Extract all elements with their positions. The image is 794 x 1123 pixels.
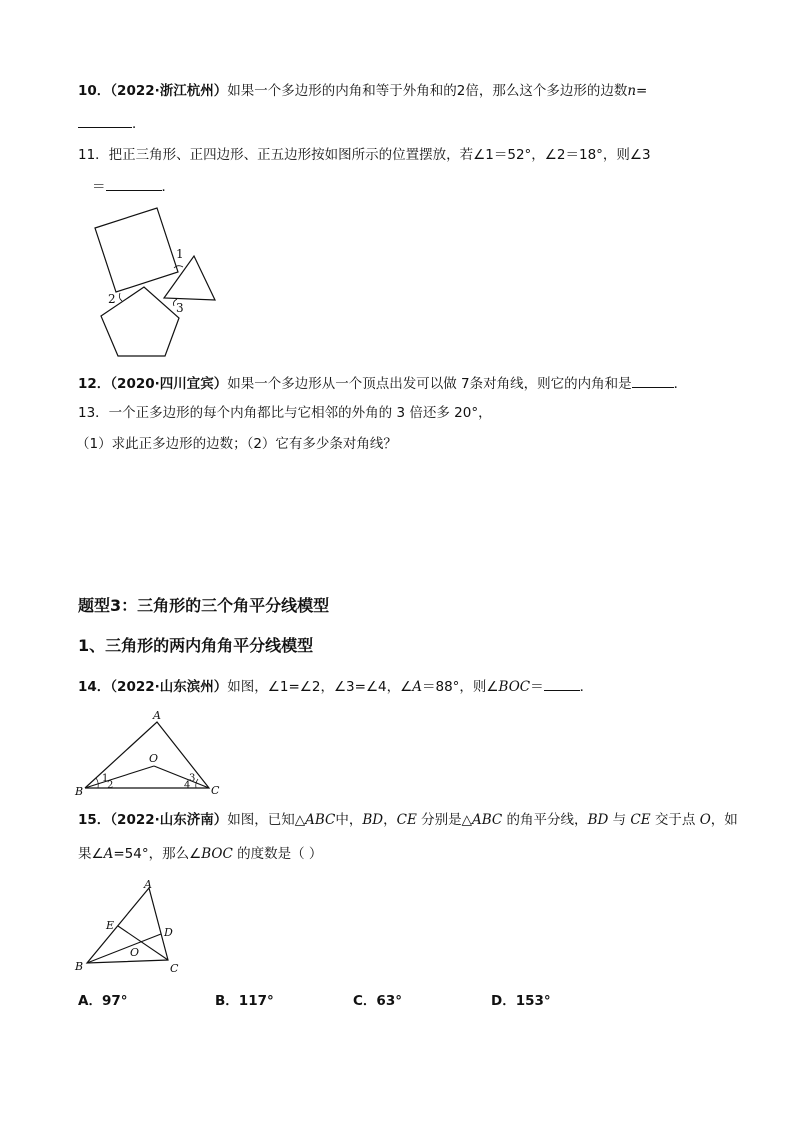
q13-line2: （1）求此正多边形的边数；（2）它有多少条对角线？	[76, 436, 397, 452]
q13-line1: 13．一个正多边形的每个内角都比与它相邻的外角的 3 倍还多 20°，	[78, 405, 492, 421]
section-title: 题型3：三角形的三个角平分线模型	[78, 596, 330, 615]
q14-number: 14．	[78, 679, 111, 695]
angle-3-label: 3	[189, 773, 196, 784]
q15-var-CE-2: CE	[630, 812, 651, 828]
angle-1-label: 1	[176, 247, 184, 261]
q15-text-g: 交于点	[650, 812, 700, 828]
q11-answer-blank[interactable]	[106, 176, 162, 191]
q15-var-A: A	[103, 846, 114, 862]
angle-2-label: 2	[108, 292, 116, 306]
vertex-B-label: B	[75, 785, 84, 798]
q15-source: （2022·山东济南）	[110, 812, 228, 828]
q11-end: ．	[161, 179, 175, 195]
vertex-A-label: A	[144, 878, 152, 891]
q14-figure	[74, 706, 224, 796]
q12-text: 如果一个多边形从一个顶点出发可以做 7条对角线，则它的内角和是	[227, 376, 632, 392]
q15-var-ABC-2: ABC	[472, 812, 503, 828]
vertex-A-label: A	[153, 709, 161, 722]
q14-end: ．	[579, 679, 594, 695]
q14-text-b: ＝88°，则∠	[422, 679, 499, 695]
q15-line2-b: =54°，那么∠	[113, 846, 202, 862]
q14-text-c: ＝	[530, 679, 544, 695]
q12-source: （2020·四川宜宾）	[110, 376, 228, 392]
q15-number: 15．	[78, 812, 111, 828]
q12-end: ．	[673, 376, 688, 392]
q15-var-BOC: BOC	[201, 846, 233, 862]
angle-1-label: 1	[102, 773, 109, 784]
bisector-bo	[85, 766, 154, 788]
option-b-value: 117°	[238, 993, 274, 1009]
angle-3-label: 3	[176, 301, 184, 315]
q10-line1	[78, 82, 647, 100]
option-b-letter: B．	[215, 993, 239, 1009]
q15-text-f: 与	[608, 812, 631, 828]
option-a-value: 97°	[101, 993, 128, 1009]
square-shape	[95, 208, 178, 292]
angle-2-arc	[119, 293, 122, 301]
q10-var-n: n	[627, 83, 637, 99]
q11-line2	[92, 176, 175, 196]
q10-answer-blank[interactable]	[78, 113, 132, 128]
q14-text-a: 如图，∠1=∠2，∠3=∠4，∠	[227, 679, 413, 695]
option-c-value: 63°	[376, 993, 402, 1009]
q12-line	[78, 373, 687, 393]
q15-figure	[72, 878, 192, 978]
q15-var-ABC: ABC	[305, 812, 336, 828]
angle-1-arc	[96, 778, 98, 788]
q15-line1	[78, 811, 738, 829]
bisector-bd	[87, 934, 161, 963]
q11-line1: 11．把正三角形、正四边形、正五边形按如图所示的位置摆放，若∠1＝52°，∠2＝18°，则∠3	[78, 147, 651, 163]
angle-2-label: 2	[107, 780, 114, 791]
q14-source: （2022·山东滨州）	[110, 679, 228, 695]
option-d-letter: D．	[491, 993, 516, 1009]
point-O-label: O	[130, 946, 140, 959]
q15-text-a: 如图，已知△	[227, 812, 306, 828]
option-b[interactable]	[215, 989, 274, 1009]
option-c-letter: C．	[353, 993, 377, 1009]
point-E-label: E	[106, 919, 115, 932]
q15-text-c: ，	[383, 812, 397, 828]
q10-text: 如果一个多边形的内角和等于外角和的2倍，那么这个多边形的边数	[227, 83, 628, 99]
vertex-C-label: C	[211, 784, 220, 797]
q15-var-CE: CE	[396, 812, 417, 828]
q15-line2-a: 果∠	[78, 846, 104, 862]
option-a[interactable]	[78, 989, 128, 1009]
q11-equals: ＝	[92, 179, 106, 195]
q14-var-A: A	[412, 679, 422, 695]
q14-line	[78, 676, 593, 696]
q15-line2-c: 的度数是（ ）	[232, 846, 323, 862]
q10-equals: =	[636, 83, 648, 99]
q15-var-O: O	[699, 812, 711, 828]
q15-var-BD: BD	[362, 812, 384, 828]
option-d-value: 153°	[515, 993, 551, 1009]
q12-number: 12．	[78, 376, 111, 392]
triangle-shape	[164, 256, 215, 300]
q15-text-d: 分别是△	[416, 812, 473, 828]
q10-source: （2022·浙江杭州）	[110, 83, 228, 99]
q12-answer-blank[interactable]	[632, 373, 674, 388]
angle-1-arc	[174, 266, 183, 268]
section-subtitle: 1、三角形的两内角角平分线模型	[78, 636, 314, 655]
point-O-label: O	[149, 752, 159, 765]
q15-var-BD-2: BD	[587, 812, 609, 828]
q15-text-b: 中，	[335, 812, 363, 828]
vertex-C-label: C	[170, 962, 179, 975]
q11-figure	[80, 200, 230, 370]
vertex-B-label: B	[75, 960, 84, 973]
angle-4-label: 4	[184, 780, 191, 791]
point-D-label: D	[164, 926, 173, 939]
option-c[interactable]	[353, 989, 402, 1009]
option-a-letter: A．	[78, 993, 102, 1009]
q15-text-e: 的角平分线，	[502, 812, 588, 828]
q10-number: 10．	[78, 83, 111, 99]
q15-line2	[78, 845, 322, 863]
q10-end: ．	[132, 116, 146, 132]
q14-answer-blank[interactable]	[544, 676, 580, 691]
q15-text-h: ，如	[710, 812, 738, 828]
q14-var-BOC: BOC	[498, 679, 531, 695]
q10-line2	[78, 113, 146, 133]
option-d[interactable]	[491, 989, 551, 1009]
